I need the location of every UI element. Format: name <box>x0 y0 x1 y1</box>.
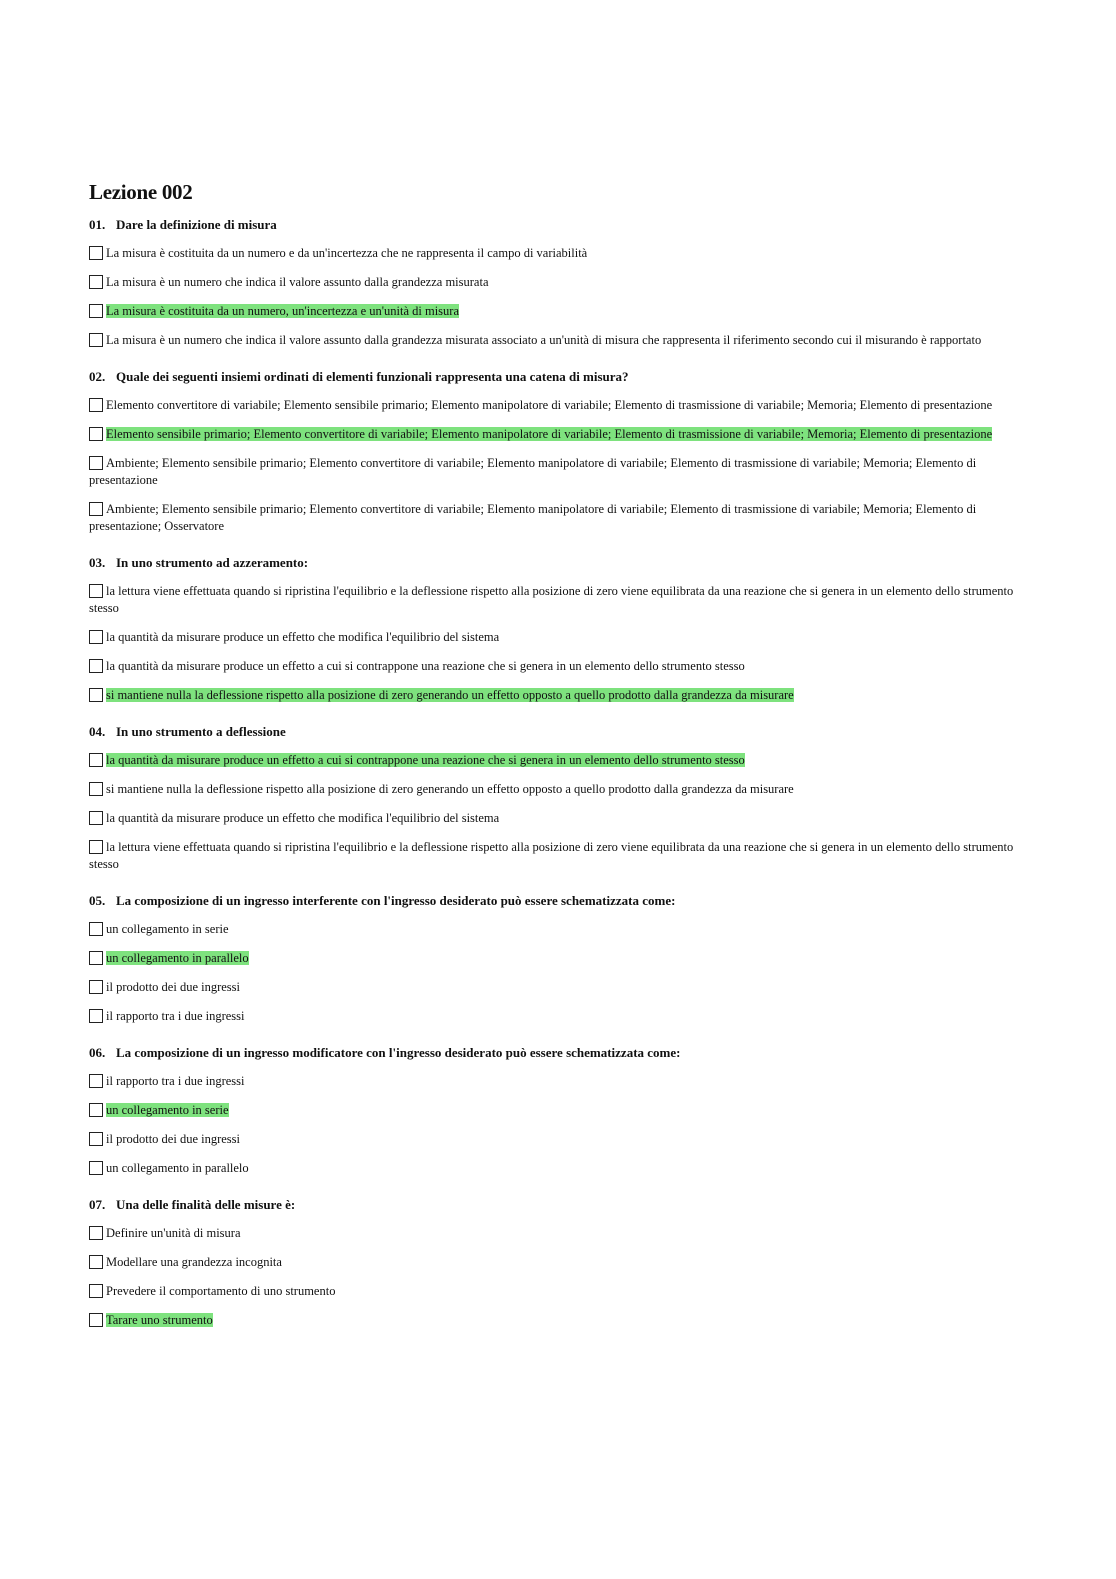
answer-option[interactable] <box>89 1225 1029 1242</box>
question-text: In uno strumento a deflessione <box>116 724 286 739</box>
answer-option-text: La misura è un numero che indica il valore assunto dalla grandezza misurata <box>106 275 489 289</box>
answer-option-text: la lettura viene effettuata quando si ripristina l'equilibrio e la deflessione rispetto alla posizione di zero viene equilibrata da una reazione che si genera in un elemento dello strumento stesso <box>89 840 1014 871</box>
answer-option-text: Tarare uno strumento <box>106 1313 213 1327</box>
answer-option[interactable] <box>89 274 1029 291</box>
checkbox-icon[interactable] <box>89 1226 103 1240</box>
checkbox-icon[interactable] <box>89 1074 103 1088</box>
answer-option-text: Elemento sensibile primario; Elemento convertitore di variabile; Elemento manipolatore di variabile; Elemento di trasmissione di variabile; Memoria; Elemento di presentazione <box>106 427 993 441</box>
answer-option[interactable] <box>89 1131 1029 1148</box>
checkbox-icon[interactable] <box>89 275 103 289</box>
answer-option-text: La misura è un numero che indica il valore assunto dalla grandezza misurata associato a un'unità di misura che rappresenta il riferimento secondo cui il misurando è rapportato <box>106 333 982 347</box>
question-text: La composizione di un ingresso interferente con l'ingresso desiderato può essere schematizzata come: <box>116 893 676 908</box>
answer-option[interactable] <box>89 455 1029 489</box>
checkbox-icon[interactable] <box>89 630 103 644</box>
answer-option-text: un collegamento in parallelo <box>106 1161 249 1175</box>
answer-option-correct[interactable] <box>89 1312 1029 1329</box>
question-number: 02. <box>89 369 106 384</box>
checkbox-icon[interactable] <box>89 427 103 441</box>
answer-option-text: un collegamento in parallelo <box>106 951 249 965</box>
checkbox-icon[interactable] <box>89 980 103 994</box>
checkbox-icon[interactable] <box>89 922 103 936</box>
answer-option[interactable] <box>89 781 1029 798</box>
answer-option-text: Modellare una grandezza incognita <box>106 1255 282 1269</box>
question-5 <box>89 893 1029 1025</box>
answer-option-text: la quantità da misurare produce un effetto a cui si contrappone una reazione che si genera in un elemento dello strumento stesso <box>106 753 745 767</box>
answer-option-text: La misura è costituita da un numero, un'incertezza e un'unità di misura <box>106 304 459 318</box>
answer-option-text: si mantiene nulla la deflessione rispetto alla posizione di zero generando un effetto opposto a quello prodotto dalla grandezza da misurare <box>106 688 794 702</box>
question-heading <box>89 217 1029 233</box>
document-page <box>89 180 1029 1349</box>
checkbox-icon[interactable] <box>89 1132 103 1146</box>
answer-option-text: un collegamento in serie <box>106 922 229 936</box>
answer-option-correct[interactable] <box>89 1102 1029 1119</box>
answer-option[interactable] <box>89 583 1029 617</box>
checkbox-icon[interactable] <box>89 688 103 702</box>
answer-option[interactable] <box>89 629 1029 646</box>
lesson-title: Lezione 002 <box>89 180 193 204</box>
answer-option[interactable] <box>89 810 1029 827</box>
checkbox-icon[interactable] <box>89 1255 103 1269</box>
answer-option-correct[interactable] <box>89 426 1029 443</box>
answer-option-text: Definire un'unità di misura <box>106 1226 241 1240</box>
answer-option-text: la quantità da misurare produce un effetto a cui si contrappone una reazione che si genera in un elemento dello strumento stesso <box>106 659 745 673</box>
answer-option[interactable] <box>89 1008 1029 1025</box>
checkbox-icon[interactable] <box>89 1009 103 1023</box>
question-number: 04. <box>89 724 106 739</box>
answer-option-correct[interactable] <box>89 303 1029 320</box>
answer-option[interactable] <box>89 332 1029 349</box>
checkbox-icon[interactable] <box>89 584 103 598</box>
answer-option-text: il prodotto dei due ingressi <box>106 980 241 994</box>
checkbox-icon[interactable] <box>89 398 103 412</box>
checkbox-icon[interactable] <box>89 659 103 673</box>
question-7 <box>89 1197 1029 1329</box>
question-text: Dare la definizione di misura <box>116 217 277 232</box>
answer-option-correct[interactable] <box>89 950 1029 967</box>
checkbox-icon[interactable] <box>89 1161 103 1175</box>
answer-option-text: la lettura viene effettuata quando si ripristina l'equilibrio e la deflessione rispetto alla posizione di zero viene equilibrata da una reazione che si genera in un elemento dello strumento stesso <box>89 584 1014 615</box>
checkbox-icon[interactable] <box>89 246 103 260</box>
answer-option-text: la quantità da misurare produce un effetto che modifica l'equilibrio del sistema <box>106 630 500 644</box>
answer-option[interactable] <box>89 1283 1029 1300</box>
answer-option[interactable] <box>89 921 1029 938</box>
checkbox-icon[interactable] <box>89 1284 103 1298</box>
answer-option-text: Ambiente; Elemento sensibile primario; Elemento convertitore di variabile; Elemento manipolatore di variabile; Elemento di trasmissione di variabile; Memoria; Elemento di presentazione <box>89 456 977 487</box>
answer-option-text: un collegamento in serie <box>106 1103 229 1117</box>
question-1 <box>89 217 1029 349</box>
answer-option[interactable] <box>89 979 1029 996</box>
answer-option-text: il prodotto dei due ingressi <box>106 1132 241 1146</box>
question-number: 05. <box>89 893 106 908</box>
question-heading <box>89 1045 1029 1061</box>
question-number: 06. <box>89 1045 106 1060</box>
checkbox-icon[interactable] <box>89 840 103 854</box>
checkbox-icon[interactable] <box>89 782 103 796</box>
question-4 <box>89 724 1029 873</box>
answer-option[interactable] <box>89 658 1029 675</box>
question-list <box>89 217 1029 1329</box>
question-number: 03. <box>89 555 106 570</box>
answer-option[interactable] <box>89 397 1029 414</box>
answer-option[interactable] <box>89 1254 1029 1271</box>
question-text: La composizione di un ingresso modificatore con l'ingresso desiderato può essere schematizzata come: <box>116 1045 681 1060</box>
checkbox-icon[interactable] <box>89 753 103 767</box>
answer-option-text: Ambiente; Elemento sensibile primario; Elemento convertitore di variabile; Elemento manipolatore di variabile; Elemento di trasmissione di variabile; Memoria; Elemento di presentazione; Osservatore <box>89 502 977 533</box>
question-number: 01. <box>89 217 106 232</box>
answer-option-text: si mantiene nulla la deflessione rispetto alla posizione di zero generando un effetto opposto a quello prodotto dalla grandezza da misurare <box>106 782 794 796</box>
answer-option-correct[interactable] <box>89 752 1029 769</box>
question-heading <box>89 1197 1029 1213</box>
question-number: 07. <box>89 1197 106 1212</box>
checkbox-icon[interactable] <box>89 304 103 318</box>
question-heading <box>89 555 1029 571</box>
checkbox-icon[interactable] <box>89 1313 103 1327</box>
question-text: Quale dei seguenti insiemi ordinati di elementi funzionali rappresenta una catena di misura? <box>116 369 629 384</box>
answer-option-text: il rapporto tra i due ingressi <box>106 1009 245 1023</box>
answer-option[interactable] <box>89 1073 1029 1090</box>
question-heading <box>89 893 1029 909</box>
question-2 <box>89 369 1029 535</box>
question-heading <box>89 369 1029 385</box>
question-text: Una delle finalità delle misure è: <box>116 1197 296 1212</box>
question-heading <box>89 724 1029 740</box>
checkbox-icon[interactable] <box>89 333 103 347</box>
checkbox-icon[interactable] <box>89 951 103 965</box>
answer-option[interactable] <box>89 839 1029 873</box>
checkbox-icon[interactable] <box>89 502 103 516</box>
checkbox-icon[interactable] <box>89 456 103 470</box>
checkbox-icon[interactable] <box>89 1103 103 1117</box>
answer-option[interactable] <box>89 1160 1029 1177</box>
checkbox-icon[interactable] <box>89 811 103 825</box>
answer-option-text: La misura è costituita da un numero e da un'incertezza che ne rappresenta il campo di variabilità <box>106 246 588 260</box>
answer-option[interactable] <box>89 245 1029 262</box>
question-6 <box>89 1045 1029 1177</box>
answer-option-text: la quantità da misurare produce un effetto che modifica l'equilibrio del sistema <box>106 811 500 825</box>
answer-option-correct[interactable] <box>89 687 1029 704</box>
answer-option[interactable] <box>89 501 1029 535</box>
answer-option-text: il rapporto tra i due ingressi <box>106 1074 245 1088</box>
answer-option-text: Prevedere il comportamento di uno strumento <box>106 1284 336 1298</box>
question-3 <box>89 555 1029 704</box>
answer-option-text: Elemento convertitore di variabile; Elemento sensibile primario; Elemento manipolatore di variabile; Elemento di trasmissione di variabile; Memoria; Elemento di presentazione <box>106 398 993 412</box>
question-text: In uno strumento ad azzeramento: <box>116 555 309 570</box>
